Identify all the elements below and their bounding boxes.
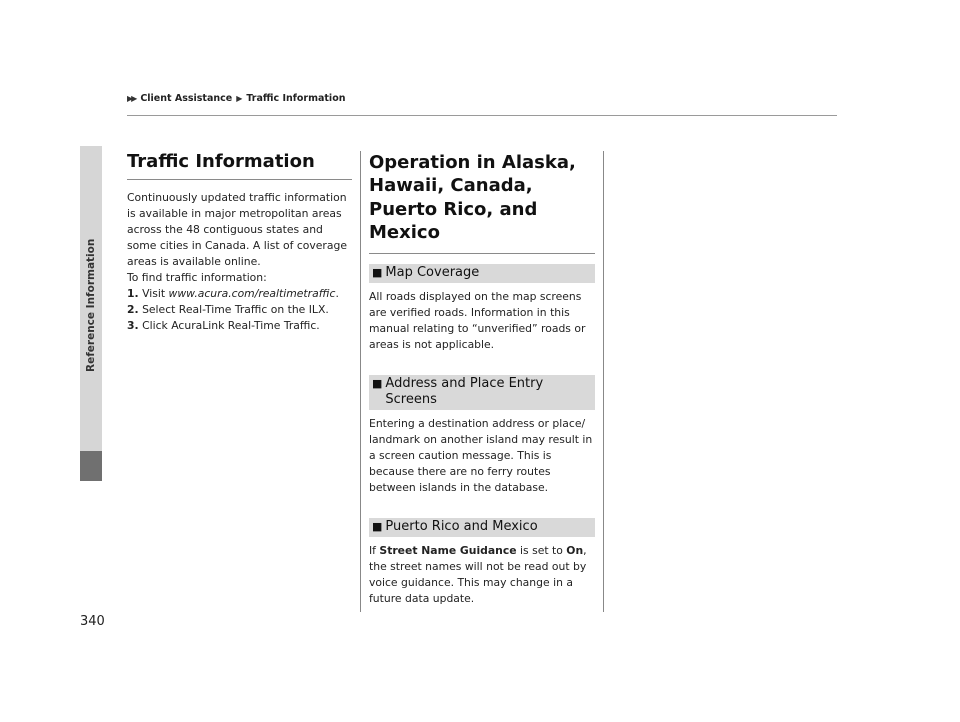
setting-value: On (566, 543, 584, 557)
breadcrumb (127, 93, 345, 104)
page-number: 340 (80, 614, 105, 629)
address-entry-body: Entering a destination address or place/ landmark on another island may result in a screen caution message. This is because there are no ferry routes between islands in the database. (369, 416, 593, 494)
subhead-puerto-rico-mexico: ■ Puerto Rico and Mexico (369, 518, 595, 537)
column-divider-right (603, 151, 604, 612)
subhead-address-entry: ■ Address and Place Entry Screens (369, 375, 595, 410)
square-bullet-icon: ■ (372, 376, 383, 390)
subhead-map-coverage: ■ Map Coverage (369, 264, 595, 283)
traffic-step-1: 1. Visit www.acura.com/realtimetraffic. (127, 286, 339, 300)
side-label: Reference Information (85, 238, 97, 372)
side-tab-marker (80, 451, 102, 481)
puerto-rico-mexico-body: If Street Name Guidance is set to On, the street names will not be read out by voice guidance. This may change in a future data update. (369, 543, 587, 605)
square-bullet-icon: ■ (372, 265, 383, 279)
traffic-title: Traffic Information (127, 151, 352, 180)
operation-title: Operation in Alaska, Hawaii, Canada, Puerto Rico, and Mexico (369, 151, 595, 254)
double-triangle-icon: ▶▶ (127, 94, 136, 103)
traffic-url-link[interactable]: www.acura.com/realtimetraffic (168, 286, 336, 300)
traffic-column (127, 151, 352, 334)
traffic-step-2: 2. Select Real-Time Traffic on the ILX. (127, 302, 329, 316)
setting-name: Street Name Guidance (379, 543, 517, 557)
header-rule (127, 115, 837, 116)
map-coverage-body: All roads displayed on the map screens are verified roads. Information in this manual relating to “unverified” roads or areas is not applicable. (369, 289, 586, 351)
traffic-intro: Continuously updated traffic information is available in major metropolitan areas across the 48 contiguous states and some cities in Canada. A list of coverage areas is available online. (127, 190, 347, 268)
traffic-step-3: 3. Click AcuraLink Real-Time Traffic. (127, 318, 320, 332)
breadcrumb-item-client-assistance[interactable]: Client Assistance (140, 93, 233, 104)
square-bullet-icon: ■ (372, 519, 383, 533)
breadcrumb-item-traffic-information[interactable]: Traffic Information (246, 93, 346, 104)
column-divider-left (360, 151, 361, 612)
operation-column (369, 151, 595, 607)
triangle-icon: ▶ (236, 94, 243, 103)
traffic-how-to: To find traffic information: (127, 270, 267, 284)
